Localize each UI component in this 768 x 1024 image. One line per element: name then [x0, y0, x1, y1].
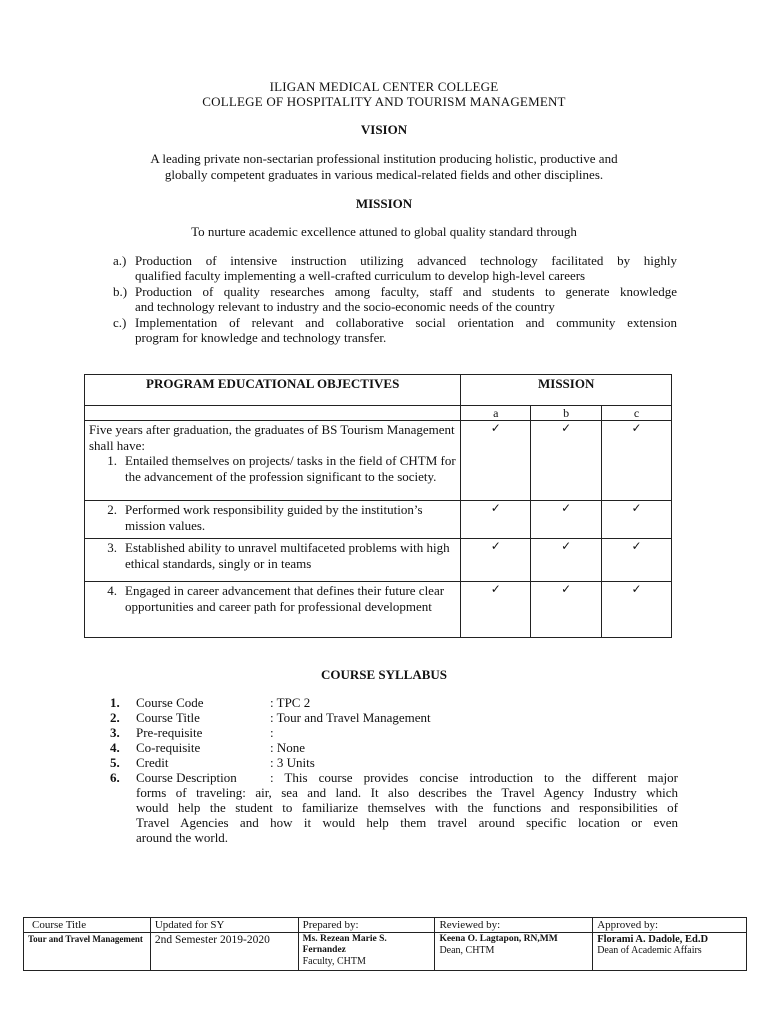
mission-list [113, 253, 677, 346]
mission-item [113, 253, 677, 284]
mission-item-label: c.) [113, 315, 127, 330]
mission-header: MISSION [461, 375, 672, 406]
mission-item [113, 284, 677, 315]
course-title-value: Tour and Travel Management [28, 934, 143, 944]
approved-cell [593, 933, 747, 971]
objective-row [85, 421, 672, 501]
college-name: COLLEGE OF HOSPITALITY AND TOURISM MANAGEMENT [202, 94, 566, 109]
approval-table [23, 917, 747, 971]
mission-item-label: b.) [113, 284, 128, 299]
objective-item [89, 453, 460, 484]
objective-cell [85, 539, 461, 582]
check-icon: ✓ [531, 421, 602, 501]
course-title-header: Course Title [24, 918, 151, 933]
description-line: forms of traveling: air, sea and land. It also describes the Travel Agency Industry which [136, 785, 678, 800]
mission-intro: To nurture academic excellence attuned to global quality standard through [191, 224, 577, 239]
description-body [136, 785, 678, 845]
objectives-header-row [85, 375, 672, 406]
blank-cell [85, 406, 461, 421]
mission-col-a: a [461, 406, 531, 421]
syllabus-value: : None [270, 740, 306, 755]
course-title-cell [24, 933, 151, 971]
mission-item-line: Production of intensive instruction utilizing advanced technology facilitated by highly [135, 253, 677, 268]
reviewed-name: Keena O. Lagtapon, RN,MM [439, 934, 558, 944]
objective-number: 4. [107, 583, 117, 598]
syllabus-number: 4. [110, 740, 120, 755]
objective-cell [85, 421, 461, 501]
objective-row [85, 582, 672, 638]
check-icon: ✓ [461, 501, 531, 539]
objective-cell [85, 501, 461, 539]
mission-col-b: b [531, 406, 602, 421]
syllabus-key: Course Title [136, 710, 200, 725]
objective-number: 1. [107, 453, 117, 468]
objective-text: Entailed themselves on projects/ tasks in the field of CHTM for the advancement of the profession significant to the society. [125, 453, 456, 484]
mission-col-c: c [602, 406, 672, 421]
check-icon: ✓ [531, 501, 602, 539]
vision-line-1: A leading private non-sectarian professional institution producing holistic, productive and [150, 151, 618, 166]
mission-subheader-row [85, 406, 672, 421]
syllabus-number: 3. [110, 725, 120, 740]
description-line: Travel Agencies and how it would help them travel around specific location or even [136, 815, 678, 830]
reviewed-cell [435, 933, 593, 971]
objective-item [89, 583, 460, 614]
description-line: : This course provides concise introduction to the different major [270, 770, 678, 785]
check-icon: ✓ [461, 582, 531, 638]
prepared-role: Faculty, CHTM [302, 956, 366, 967]
prepared-name: Ms. Rezean Marie S. Fernandez [302, 934, 387, 955]
mission-item-line: Production of quality researches among faculty, staff and students to generate knowledge [135, 284, 677, 299]
syllabus-key: Course Code [136, 695, 204, 710]
mission-item-line: qualified faculty implementing a well-crafted curriculum to develop high-level careers [135, 268, 586, 283]
check-icon: ✓ [602, 539, 672, 582]
check-icon: ✓ [602, 421, 672, 501]
objective-row [85, 539, 672, 582]
check-icon: ✓ [602, 582, 672, 638]
school-name: ILIGAN MEDICAL CENTER COLLEGE [269, 79, 499, 94]
objectives-table [84, 374, 672, 638]
syllabus-title: COURSE SYLLABUS [320, 667, 448, 682]
check-icon: ✓ [602, 501, 672, 539]
objective-text: Engaged in career advancement that defines their future clear opportunities and career path for professional development [125, 583, 445, 614]
approved-name: Florami A. Dadole, Ed.D [597, 934, 709, 945]
syllabus-number: 5. [110, 755, 120, 770]
approved-header: Approved by: [593, 918, 747, 933]
mission-item-line: program for knowledge and technology transfer. [135, 330, 387, 345]
syllabus-value: : [270, 725, 274, 740]
objective-row [85, 501, 672, 539]
check-icon: ✓ [531, 539, 602, 582]
prepared-header: Prepared by: [298, 918, 435, 933]
syllabus-key: Co-requisite [136, 740, 201, 755]
objective-number: 3. [107, 540, 117, 555]
check-icon: ✓ [461, 539, 531, 582]
objective-number: 2. [107, 502, 117, 517]
prepared-cell [298, 933, 435, 971]
reviewed-header: Reviewed by: [435, 918, 593, 933]
syllabus-value: : 3 Units [270, 755, 315, 770]
check-icon: ✓ [461, 421, 531, 501]
approval-values-row [24, 933, 747, 971]
vision-title: VISION [360, 122, 408, 137]
reviewed-role: Dean, CHTM [439, 945, 495, 956]
mission-item-line: and technology relevant to industry and the socio-economic needs of the country [135, 299, 555, 314]
description-line: around the world. [136, 830, 229, 845]
syllabus-number: 6. [110, 770, 120, 785]
objective-cell [85, 582, 461, 638]
updated-value: 2nd Semester 2019-2020 [150, 933, 298, 971]
approval-header-row [24, 918, 747, 933]
syllabus-value: : Tour and Travel Management [270, 710, 431, 725]
mission-item-line: Implementation of relevant and collaborative social orientation and community extension [135, 315, 677, 330]
objectives-intro: Five years after graduation, the graduates of BS Tourism Management shall have: [89, 422, 455, 453]
objective-item [89, 502, 460, 533]
vision-line-2: globally competent graduates in various medical-related fields and other disciplines. [164, 167, 604, 182]
objective-text: Established ability to unravel multifaceted problems with high ethical standards, singly or in teams [125, 540, 450, 571]
syllabus-key: Course Description [136, 770, 237, 785]
syllabus-number: 2. [110, 710, 120, 725]
mission-item [113, 315, 677, 346]
syllabus-number: 1. [110, 695, 120, 710]
check-icon: ✓ [531, 582, 602, 638]
syllabus-value: : TPC 2 [270, 695, 311, 710]
approved-role: Dean of Academic Affairs [597, 945, 702, 956]
mission-title: MISSION [355, 196, 413, 211]
updated-header: Updated for SY [150, 918, 298, 933]
objectives-header: PROGRAM EDUCATIONAL OBJECTIVES [85, 375, 461, 406]
syllabus-key: Credit [136, 755, 169, 770]
description-line: would help the student to familiarize themselves with the functions and responsibilities of [136, 800, 678, 815]
syllabus-key: Pre-requisite [136, 725, 203, 740]
objective-text: Performed work responsibility guided by the institution’s mission values. [125, 502, 423, 533]
objective-item [89, 540, 460, 571]
mission-item-label: a.) [113, 253, 127, 268]
